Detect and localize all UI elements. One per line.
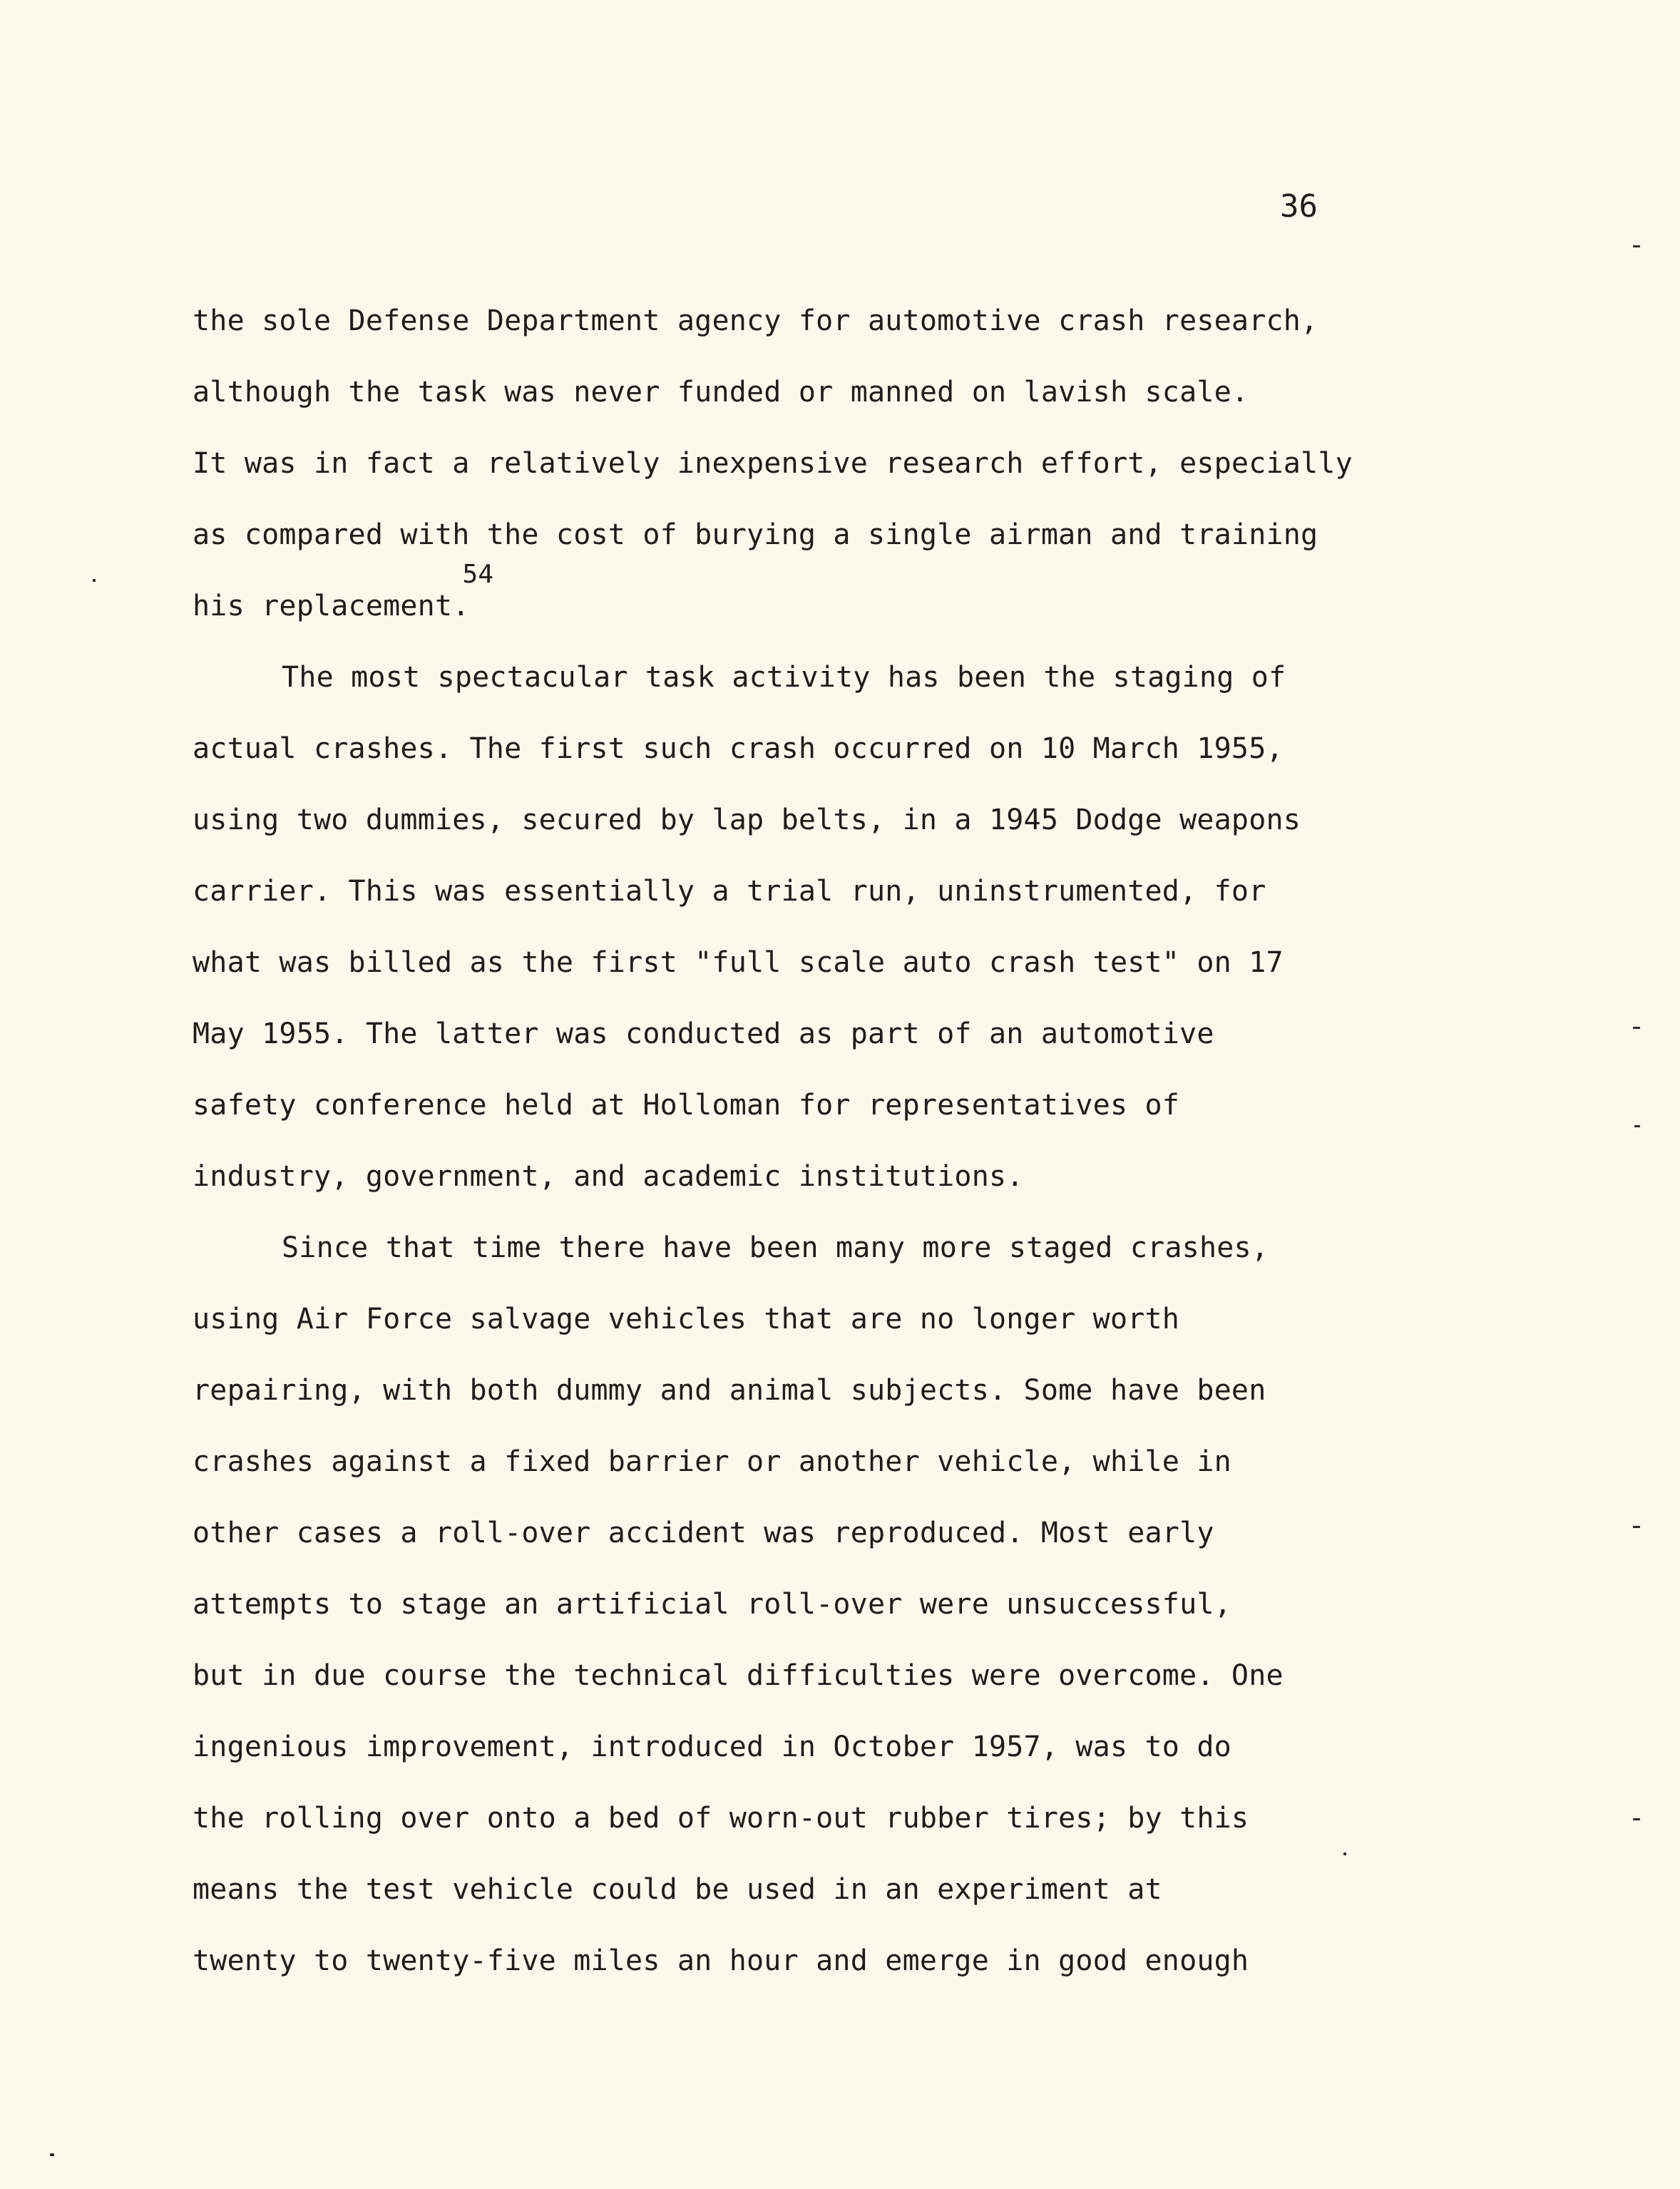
line-text: attempts to stage an artificial roll-over were unsuccessful, [193,1588,1231,1621]
text-line [193,1711,1448,1783]
scan-speck [1634,1125,1640,1127]
text-line [193,927,1448,998]
paragraph-first-line [193,1212,1448,1283]
text-line [193,1925,1448,1996]
text-line [193,713,1448,784]
text-line [193,1283,1448,1355]
line-text: It was in fact a relatively inexpensive research effort, especially [193,447,1353,480]
paragraph-first-line [193,642,1448,713]
text-line: his replacement.54 [193,560,494,622]
line-text: using Air Force salvage vehicles that are no longer worth [193,1303,1180,1336]
scan-speck [50,2153,54,2156]
scan-speck [1343,1852,1346,1855]
scan-speck [1633,1818,1640,1820]
line-text: other cases a roll-over accident was reproduced. Most early [193,1517,1214,1549]
line-text: May 1955. The latter was conducted as part of an automotive [193,1017,1214,1050]
line-text: carrier. This was essentially a trial run, uninstrumented, for [193,875,1266,908]
text-line [193,856,1448,927]
text-line [193,357,1448,428]
body-text [193,285,1448,1996]
text-line [193,428,1448,499]
text-line [193,1854,1448,1925]
line-text: his replacement. [193,590,470,622]
text-line [193,1355,1448,1426]
text-line [193,499,1448,570]
page-number: 36 [1280,188,1318,225]
text-line [193,784,1448,856]
line-text: repairing, with both dummy and animal subjects. Some have been [193,1374,1266,1407]
text-line [193,1569,1448,1640]
line-text: Since that time there have been many more staged crashes, [282,1231,1269,1264]
text-line [193,1640,1448,1711]
text-line [193,998,1448,1070]
text-line [193,1426,1448,1497]
line-text: twenty to twenty-five miles an hour and emerge in good enough [193,1944,1249,1977]
scan-speck [93,579,96,582]
scan-speck [1633,245,1640,247]
text-line [193,1497,1448,1569]
scan-speck [1633,1027,1640,1029]
line-text: actual crashes. The first such crash occurred on 10 March 1955, [193,732,1284,765]
line-text: although the task was never funded or manned on lavish scale. [193,376,1249,409]
text-line [193,1783,1448,1854]
line-text: ingenious improvement, introduced in October 1957, was to do [193,1731,1231,1763]
line-text: as compared with the cost of burying a single airman and training [193,518,1318,551]
scan-speck [1633,1526,1640,1528]
text-line [193,1141,1448,1212]
line-text: the sole Defense Department agency for automotive crash research, [193,304,1318,337]
line-text: means the test vehicle could be used in an experiment at [193,1873,1162,1906]
line-text: the rolling over onto a bed of worn-out rubber tires; by this [193,1802,1249,1835]
line-text: but in due course the technical difficulties were overcome. One [193,1659,1284,1692]
line-text: using two dummies, secured by lap belts, in a 1945 Dodge weapons [193,804,1301,836]
line-text: what was billed as the first "full scale auto crash test" on 17 [193,946,1284,979]
line-text: crashes against a fixed barrier or another vehicle, while in [193,1445,1231,1478]
line-text: safety conference held at Holloman for representatives of [193,1089,1180,1122]
line-text: industry, government, and academic institutions. [193,1160,1024,1193]
text-line [193,1070,1448,1141]
text-line [193,285,1448,357]
line-text: The most spectacular task activity has been the staging of [282,661,1286,694]
